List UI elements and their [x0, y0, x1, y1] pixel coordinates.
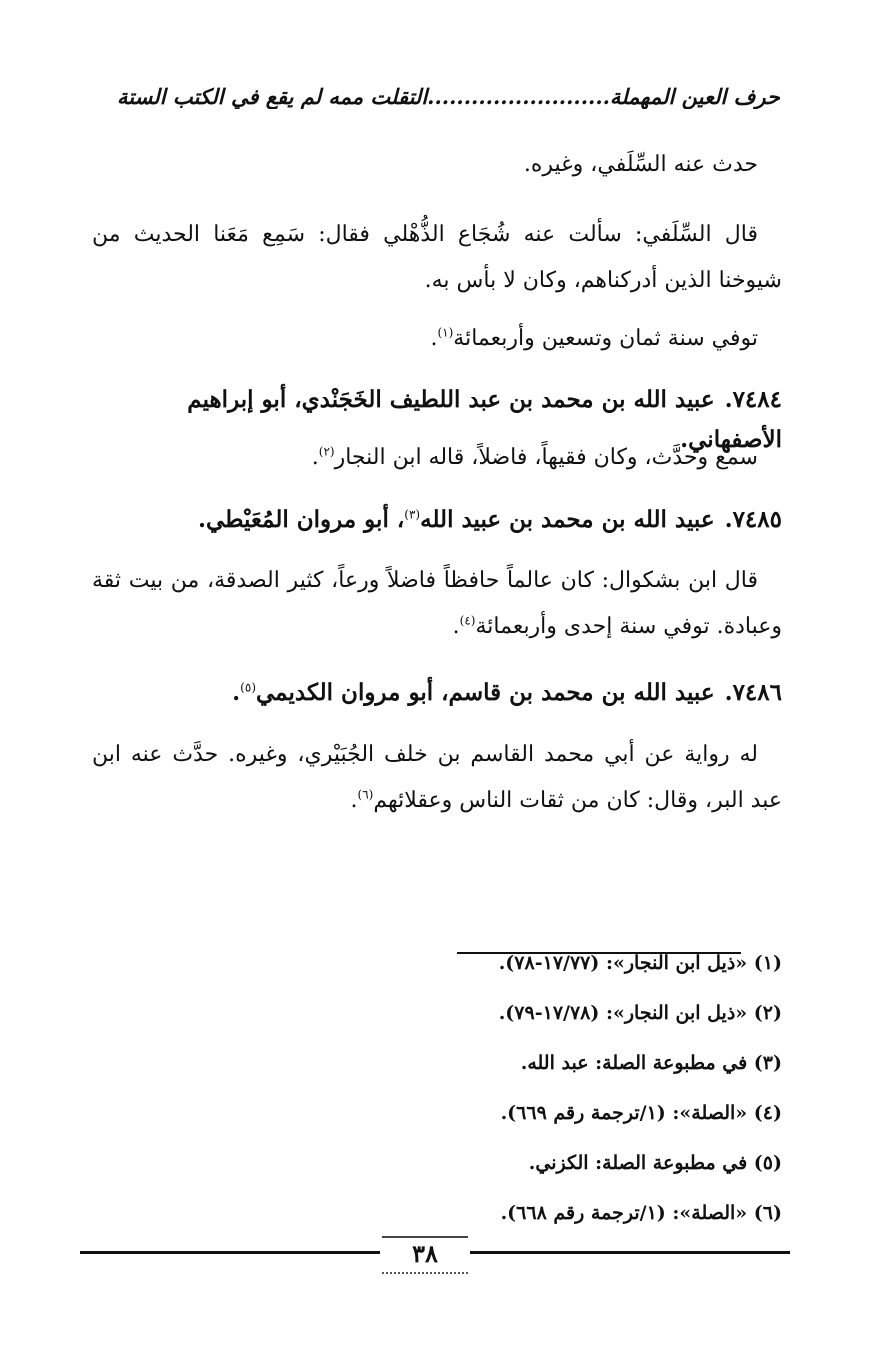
- period: .: [350, 788, 358, 813]
- entry-title: عبيد الله بن محمد بن قاسم، أبو مروان الكديمي: [256, 679, 715, 706]
- entry-title: عبيد الله بن محمد بن عبد اللطيف الخَجَنْدي، أبو إبراهيم الأصفهاني: [187, 386, 782, 453]
- paragraph-1: [92, 142, 782, 188]
- entry-7485: [92, 500, 782, 540]
- footnote-ref[interactable]: (١): [437, 325, 454, 340]
- footnote-ref[interactable]: (٢): [318, 444, 335, 459]
- footnote-ref[interactable]: (٣): [404, 507, 421, 522]
- entry-number: ٧٤٨٤.: [724, 386, 782, 413]
- paragraph-3-text: توفي سنة ثمان وتسعين وأربعمائة: [453, 326, 758, 351]
- entry-title: عبيد الله بن محمد بن عبيد الله: [420, 506, 715, 533]
- footnote-4: (٤) «الصلة»: (١/ترجمة رقم ٦٦٩).: [500, 1102, 782, 1124]
- period: .: [430, 326, 438, 351]
- footnotes: [300, 938, 782, 1238]
- paragraph-6: [92, 732, 782, 824]
- period: .: [232, 679, 241, 706]
- paragraph-5: [92, 558, 782, 650]
- period: .: [197, 506, 206, 533]
- period: .: [680, 426, 689, 453]
- footnote-5: (٥) في مطبوعة الصلة: الكزني.: [528, 1152, 782, 1174]
- paragraph-2: [92, 212, 782, 304]
- footnote-1: (١) «ذيل ابن النجار»: (١٧/٧٧-٧٨).: [498, 952, 782, 974]
- period: .: [452, 614, 460, 639]
- paragraph-2-text: قال السِّلَفي: سألت عنه شُجَاع الذُّهْلي فقال: سَمِع مَعَنا الحديث من شيوخنا الذين أدركناهم، وكان لا بأس به.: [92, 222, 782, 293]
- paragraph-5-text: قال ابن بشكوال: كان عالماً حافظاً فاضلاً ورعاً، كثير الصدقة، من بيت ثقة وعبادة. توفي سنة إحدى وأربعمائة: [92, 568, 782, 639]
- paragraph-4: [92, 435, 782, 481]
- entry-7486: [92, 673, 782, 713]
- paragraph-6-text: له رواية عن أبي محمد القاسم بن خلف الجُبَيْري، وغيره. حدَّث عنه ابن عبد البر، وقال: كان من ثقات الناس وعقلائهم: [92, 742, 782, 813]
- paragraph-1-text: حدث عنه السِّلَفي، وغيره.: [523, 152, 758, 177]
- footnote-ref[interactable]: (٦): [357, 787, 374, 802]
- entry-number: ٧٤٨٥.: [724, 506, 782, 533]
- footnote-2: (٢) «ذيل ابن النجار»: (١٧/٧٨-٧٩).: [498, 1002, 782, 1024]
- paragraph-4-text: سمع وحدَّث، وكان فقيهاً، فاضلاً، قاله ابن النجار: [334, 445, 758, 470]
- period: .: [311, 445, 319, 470]
- running-header: حرف العين المهملة.........................التقلت ممه لم يقع في الكتب الستة: [116, 84, 780, 109]
- footnote-ref[interactable]: (٥): [240, 680, 256, 695]
- bottom-rule-left: [80, 1251, 380, 1254]
- page-number: ٣٨: [382, 1236, 468, 1274]
- bottom-rule-right: [470, 1251, 790, 1254]
- footnote-ref[interactable]: (٤): [459, 613, 476, 628]
- paragraph-3: [92, 316, 782, 362]
- entry-number: ٧٤٨٦.: [724, 679, 782, 706]
- footnote-3: (٣) في مطبوعة الصلة: عبد الله.: [520, 1052, 782, 1074]
- footnote-6: (٦) «الصلة»: (١/ترجمة رقم ٦٦٨).: [500, 1202, 782, 1224]
- entry-title-rest: ، أبو مروان المُعَيْطي: [205, 506, 405, 533]
